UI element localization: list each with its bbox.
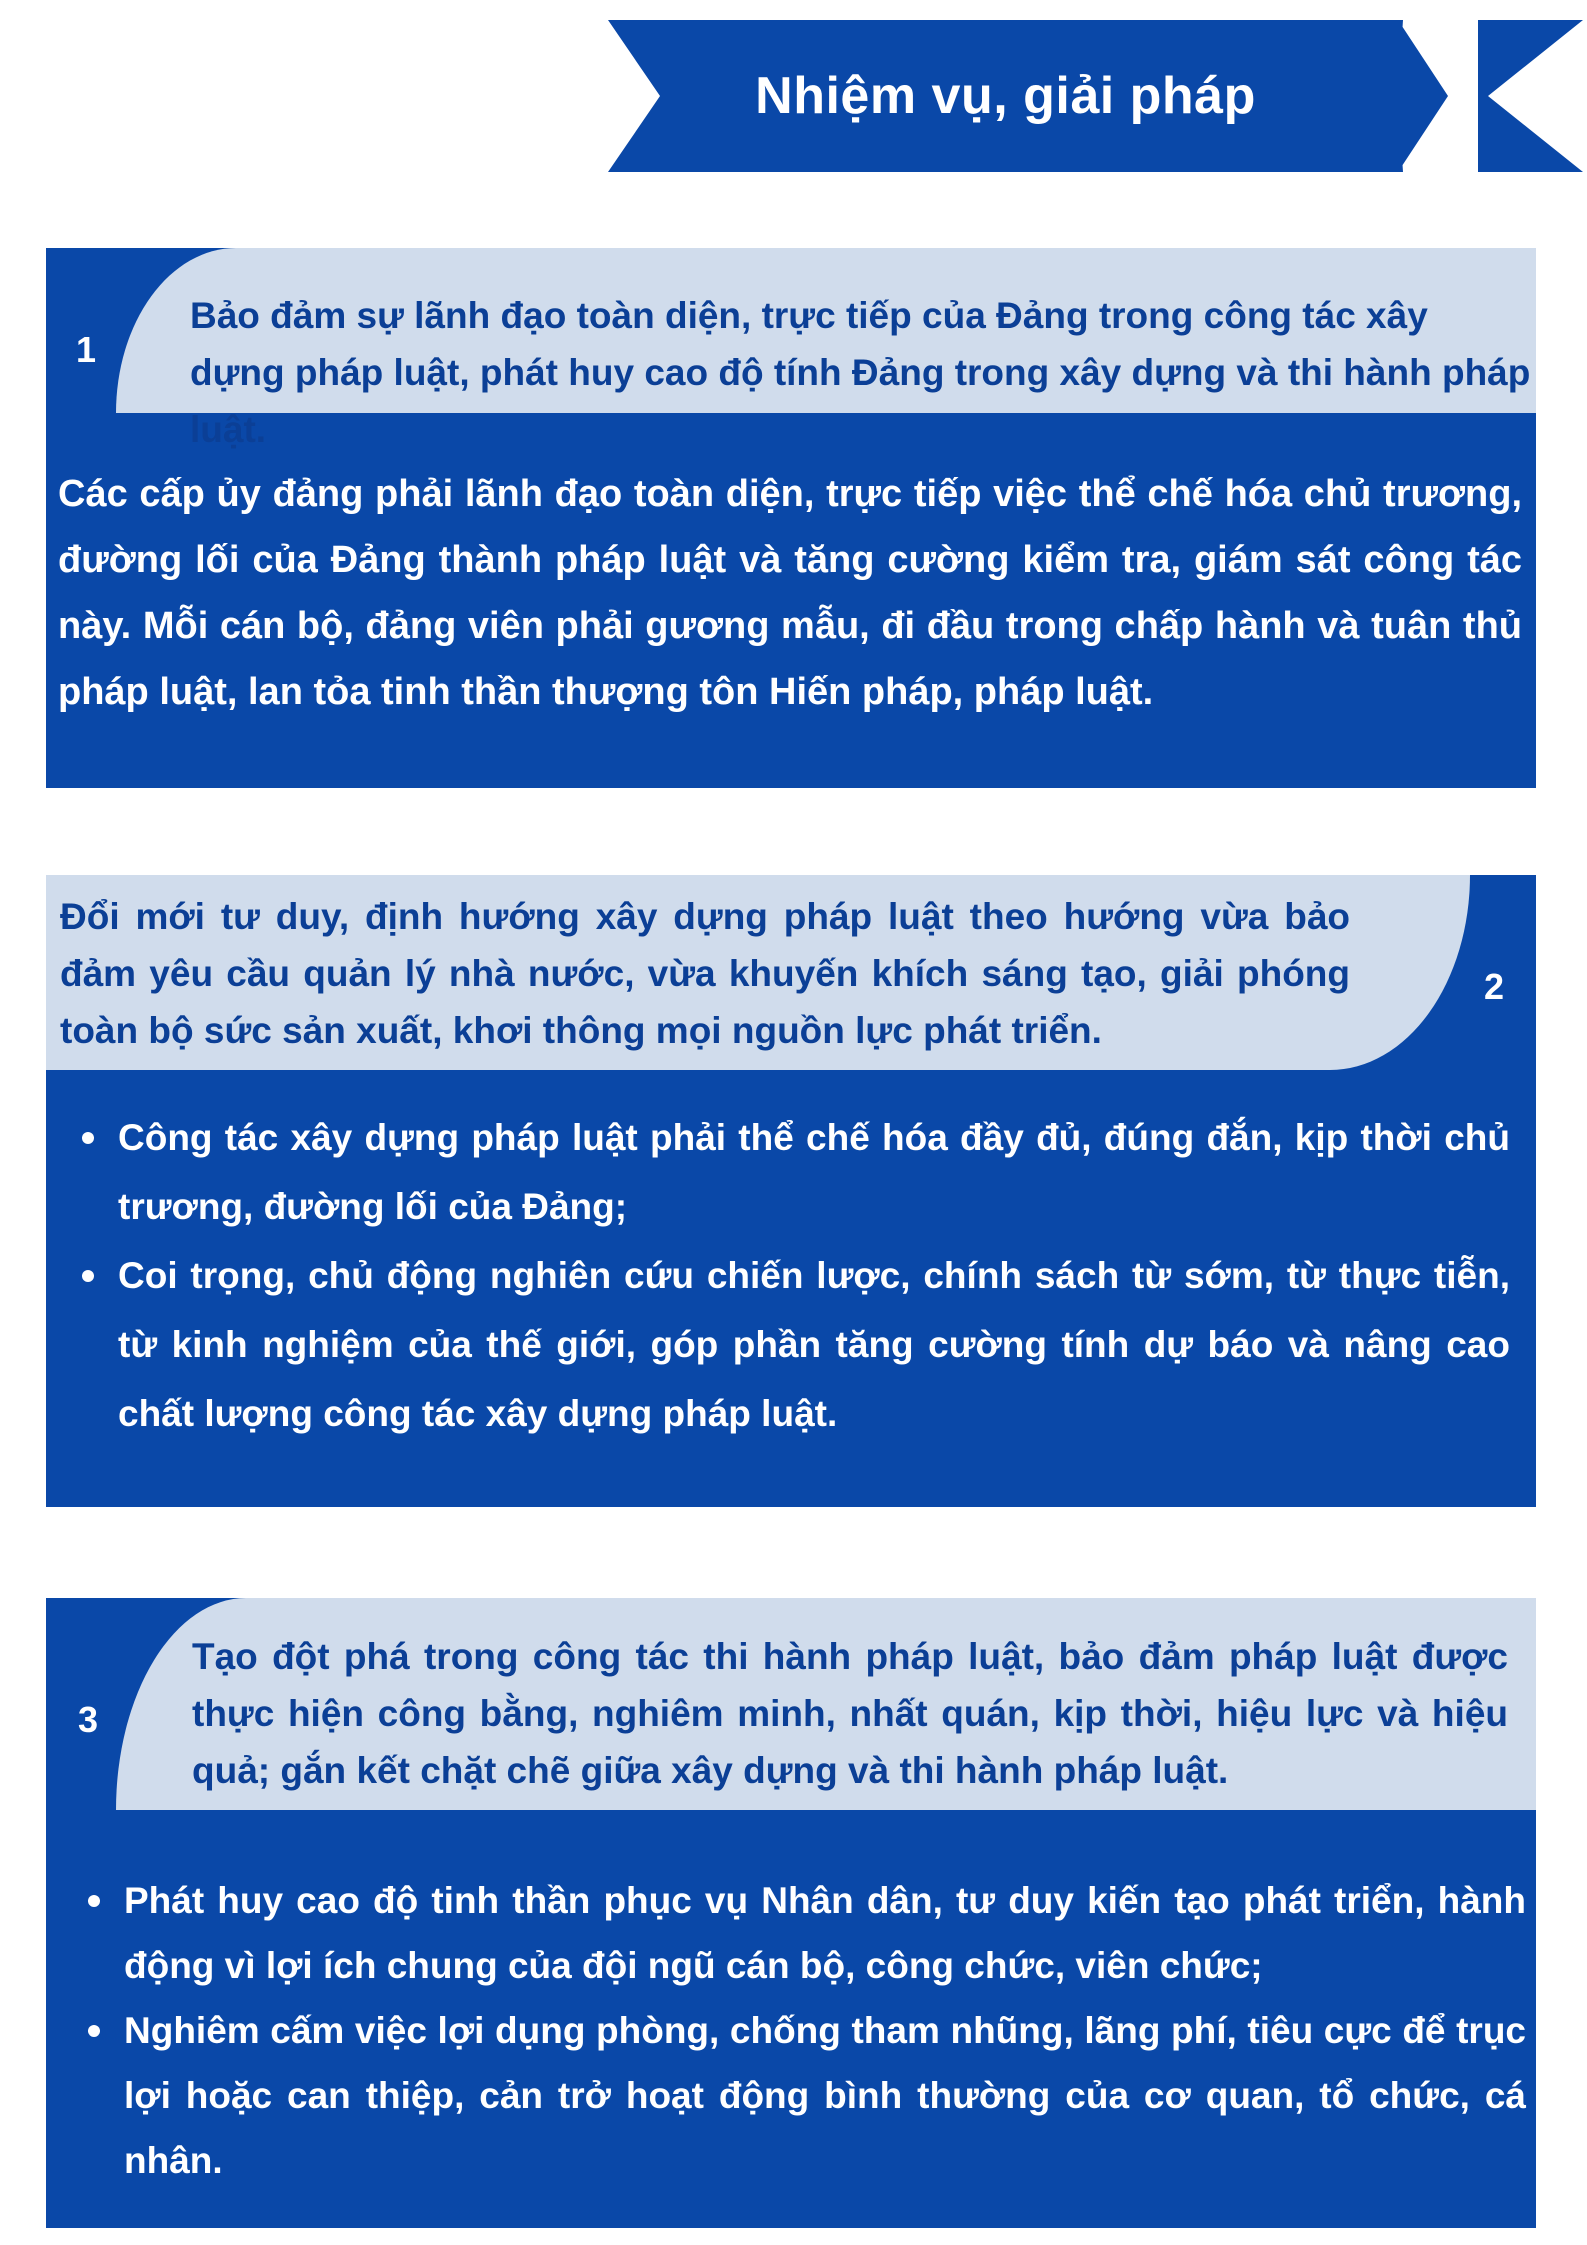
list-item: Coi trọng, chủ động nghiên cứu chiến lược, chính sách từ sớm, từ thực tiễn, từ kinh nghiệm của thế giới, góp phần tăng cường tính dự báo và nâng cao chất lượng công tác xây dựng pháp luật.	[118, 1241, 1510, 1448]
section-card-2	[46, 875, 1536, 1507]
section-heading: Đổi mới tư duy, định hướng xây dựng pháp luật theo hướng vừa bảo đảm yêu cầu quản lý nhà nước, vừa khuyến khích sáng tạo, giải phóng toàn bộ sức sản xuất, khơi thông mọi nguồn lực phát triển.	[46, 875, 1470, 1070]
section-paragraph: Các cấp ủy đảng phải lãnh đạo toàn diện, trực tiếp việc thể chế hóa chủ trương, đường lối của Đảng thành pháp luật và tăng cường kiểm tra, giám sát công tác này. Mỗi cán bộ, đảng viên phải gương mẫu, đi đầu trong chấp hành và tuân thủ pháp luật, lan tỏa tinh thần thượng tôn Hiến pháp, pháp luật.	[58, 473, 1522, 713]
list-item: Phát huy cao độ tinh thần phục vụ Nhân dân, tư duy kiến tạo phát triển, hành động vì lợi ích chung của đội ngũ cán bộ, công chức, viên chức;	[124, 1868, 1526, 1998]
page-title: Nhiệm vụ, giải pháp	[755, 67, 1256, 125]
title-ribbon	[608, 20, 1583, 172]
section-heading: Tạo đột phá trong công tác thi hành pháp luật, bảo đảm pháp luật được thực hiện công bằng, nghiêm minh, nhất quán, kịp thời, hiệu lực và hiệu quả; gắn kết chặt chẽ giữa xây dựng và thi hành pháp luật.	[116, 1598, 1536, 1810]
bullet-list	[78, 1103, 1510, 1448]
section-number: 3	[77, 1699, 99, 1740]
bullet-list	[84, 1868, 1526, 2193]
section-card-1	[46, 248, 1536, 788]
list-item: Công tác xây dựng pháp luật phải thể chế hóa đầy đủ, đúng đắn, kịp thời chủ trương, đường lối của Đảng;	[118, 1103, 1510, 1241]
section-number: 1	[75, 329, 97, 370]
section-heading: Bảo đảm sự lãnh đạo toàn diện, trực tiếp của Đảng trong công tác xây dựng pháp luật, phát huy cao độ tính Đảng trong xây dựng và thi hành pháp luật.	[116, 248, 1536, 413]
section-card-3	[46, 1598, 1536, 2228]
list-item: Nghiêm cấm việc lợi dụng phòng, chống tham nhũng, lãng phí, tiêu cực để trục lợi hoặc can thiệp, cản trở hoạt động bình thường của cơ quan, tổ chức, cá nhân.	[124, 1998, 1526, 2193]
section-number: 2	[1483, 966, 1505, 1007]
